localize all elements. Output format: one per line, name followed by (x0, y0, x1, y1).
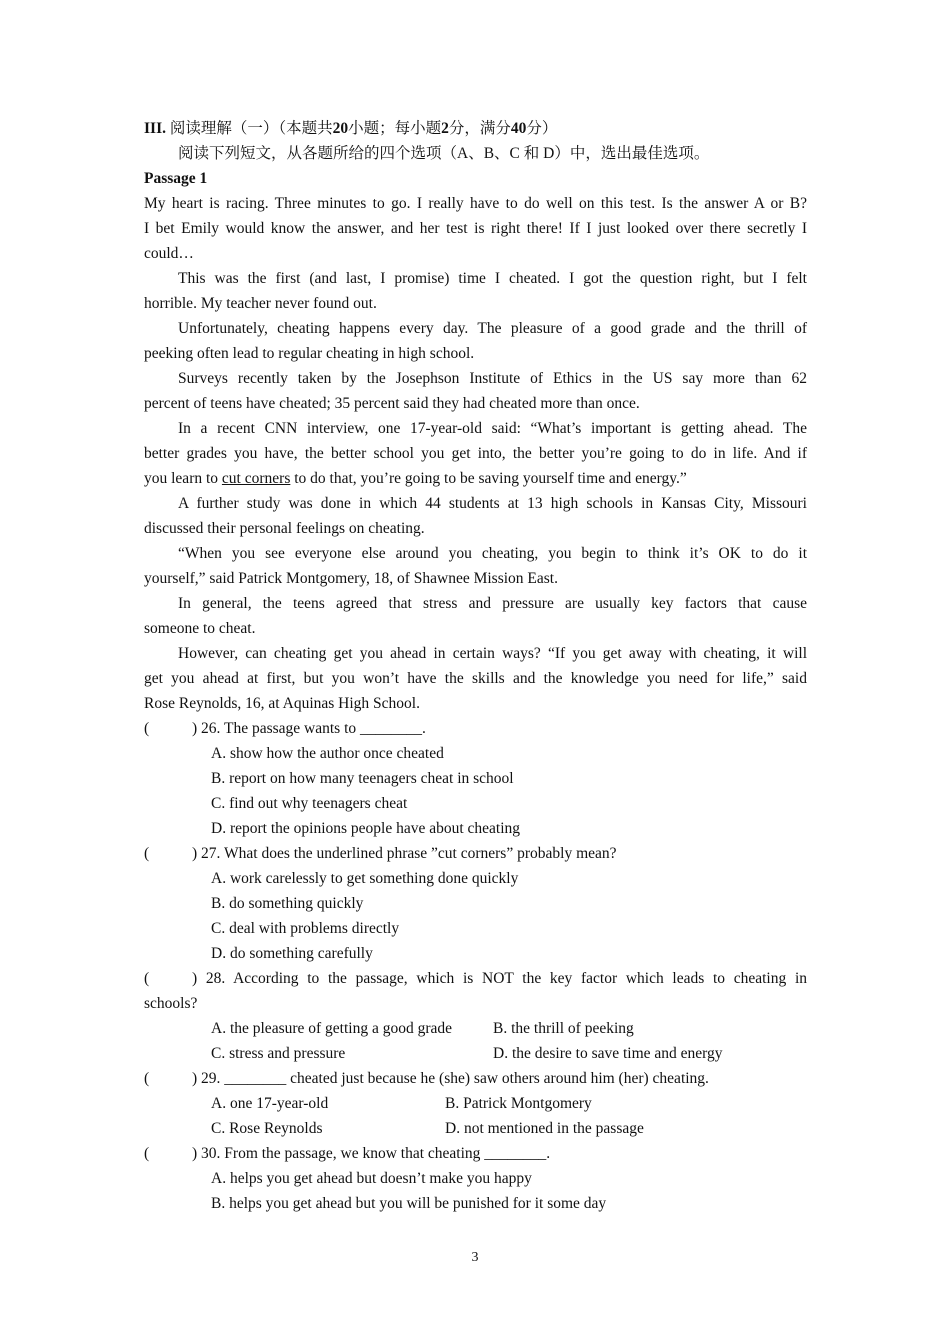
passage-line: Surveys recently taken by the Josephson Institute of Ethics in the US say more than 62 (178, 370, 807, 387)
option-d: D. report the opinions people have about cheating (211, 820, 521, 837)
section-header: III. 阅读理解（一）（本题共20小题；每小题2分，满分40分） (144, 120, 558, 137)
passage-line: percent of teens have cheated; 35 percent said they had cheated more than once. (144, 395, 640, 412)
answer-blank[interactable]: ( (144, 720, 150, 737)
question-stem: ( ) 26. The passage wants to ________. (144, 716, 807, 741)
option-b: B. helps you get ahead but you will be punished for it some day (211, 1195, 607, 1212)
passage-line: A further study was done in which 44 students at 13 high schools in Kansas City, Missouri (178, 495, 807, 512)
underlined-phrase: cut corners (221, 470, 291, 487)
option-c: C. deal with problems directly (211, 920, 400, 937)
passage-line: Unfortunately, cheating happens every day. The pleasure of a good grade and the thrill of (178, 320, 807, 337)
option-a: A. show how the author once cheated (211, 745, 444, 762)
exam-page (144, 116, 807, 1216)
passage-line: This was the first (and last, I promise) time I cheated. I got the question right, but I felt (178, 270, 807, 287)
question-stem: ( ) 28. According to the passage, which is NOT the key factor which leads to cheating in (144, 966, 807, 991)
answer-blank[interactable]: ( (144, 970, 150, 987)
option-c: C. stress and pressure (211, 1045, 346, 1062)
option-row (144, 1091, 807, 1116)
answer-blank[interactable]: ( (144, 1145, 150, 1162)
option-c: C. Rose Reynolds (211, 1120, 323, 1137)
passage-title: Passage 1 (144, 170, 208, 187)
passage-line: discussed their personal feelings on cheating. (144, 520, 425, 537)
question-27 (144, 841, 807, 966)
passage-line: “When you see everyone else around you cheating, you begin to think it’s OK to do it (178, 545, 807, 562)
question-28 (144, 966, 807, 1066)
option-d: D. do something carefully (211, 945, 373, 962)
option-b: B. report on how many teenagers cheat in school (211, 770, 514, 787)
option-d: D. not mentioned in the passage (445, 1120, 644, 1137)
page-number: 3 (471, 1250, 479, 1265)
passage-line: In general, the teens agreed that stress and pressure are usually key factors that cause (178, 595, 807, 612)
question-stem: ( ) 27. What does the underlined phrase ”cut corners” probably mean? (144, 841, 807, 866)
question-stem: ( ) 29. ________ cheated just because he (she) saw others around him (her) cheating. (144, 1066, 807, 1091)
question-stem-cont: schools? (144, 995, 198, 1012)
option-row (144, 1116, 807, 1141)
question-30 (144, 1141, 807, 1216)
answer-blank[interactable]: ( (144, 845, 150, 862)
option-a: A. helps you get ahead but doesn’t make you happy (211, 1170, 532, 1187)
option-b: B. the thrill of peeking (493, 1020, 634, 1037)
passage-line: could… (144, 245, 194, 262)
option-a: A. work carelessly to get something done quickly (211, 870, 519, 887)
option-c: C. find out why teenagers cheat (211, 795, 408, 812)
option-a: A. the pleasure of getting a good grade (211, 1020, 453, 1037)
option-d: D. the desire to save time and energy (493, 1045, 723, 1062)
passage-line: horrible. My teacher never found out. (144, 295, 377, 312)
passage-line: you learn to cut corners to do that, you’re going to be saving yourself time and energy.” (144, 470, 687, 487)
passage-line: I bet Emily would know the answer, and her test is right there! If I just looked over there secretly I (144, 220, 807, 237)
option-row (144, 1016, 807, 1041)
passage-line: get you ahead at first, but you won’t have the skills and the knowledge you need for life,” said (144, 670, 807, 687)
passage-line: better grades you have, the better school you get into, the better you’re going to do in life. And if (144, 445, 807, 462)
passage-line: In a recent CNN interview, one 17-year-old said: “What’s important is getting ahead. The (178, 420, 807, 437)
option-row (144, 1041, 807, 1066)
passage-body (144, 191, 807, 716)
passage-line: Rose Reynolds, 16, at Aquinas High School. (144, 695, 420, 712)
option-a: A. one 17-year-old (211, 1095, 329, 1112)
question-29 (144, 1066, 807, 1141)
question-26 (144, 716, 807, 841)
option-b: B. Patrick Montgomery (445, 1095, 592, 1112)
question-stem: ( ) 30. From the passage, we know that cheating ________. (144, 1141, 807, 1166)
passage-line: someone to cheat. (144, 620, 256, 637)
passage-line: yourself,” said Patrick Montgomery, 18, of Shawnee Mission East. (144, 570, 558, 587)
option-b: B. do something quickly (211, 895, 364, 912)
passage-line: However, can cheating get you ahead in certain ways? “If you get away with cheating, it will (178, 645, 807, 662)
passage-line: My heart is racing. Three minutes to go. I really have to do well on this test. Is the answer A or B? (144, 195, 807, 212)
instruction: 阅读下列短文，从各题所给的四个选项（A、B、C 和 D）中，选出最佳选项。 (178, 145, 710, 162)
passage-line: peeking often lead to regular cheating in high school. (144, 345, 475, 362)
answer-blank[interactable]: ( (144, 1070, 150, 1087)
